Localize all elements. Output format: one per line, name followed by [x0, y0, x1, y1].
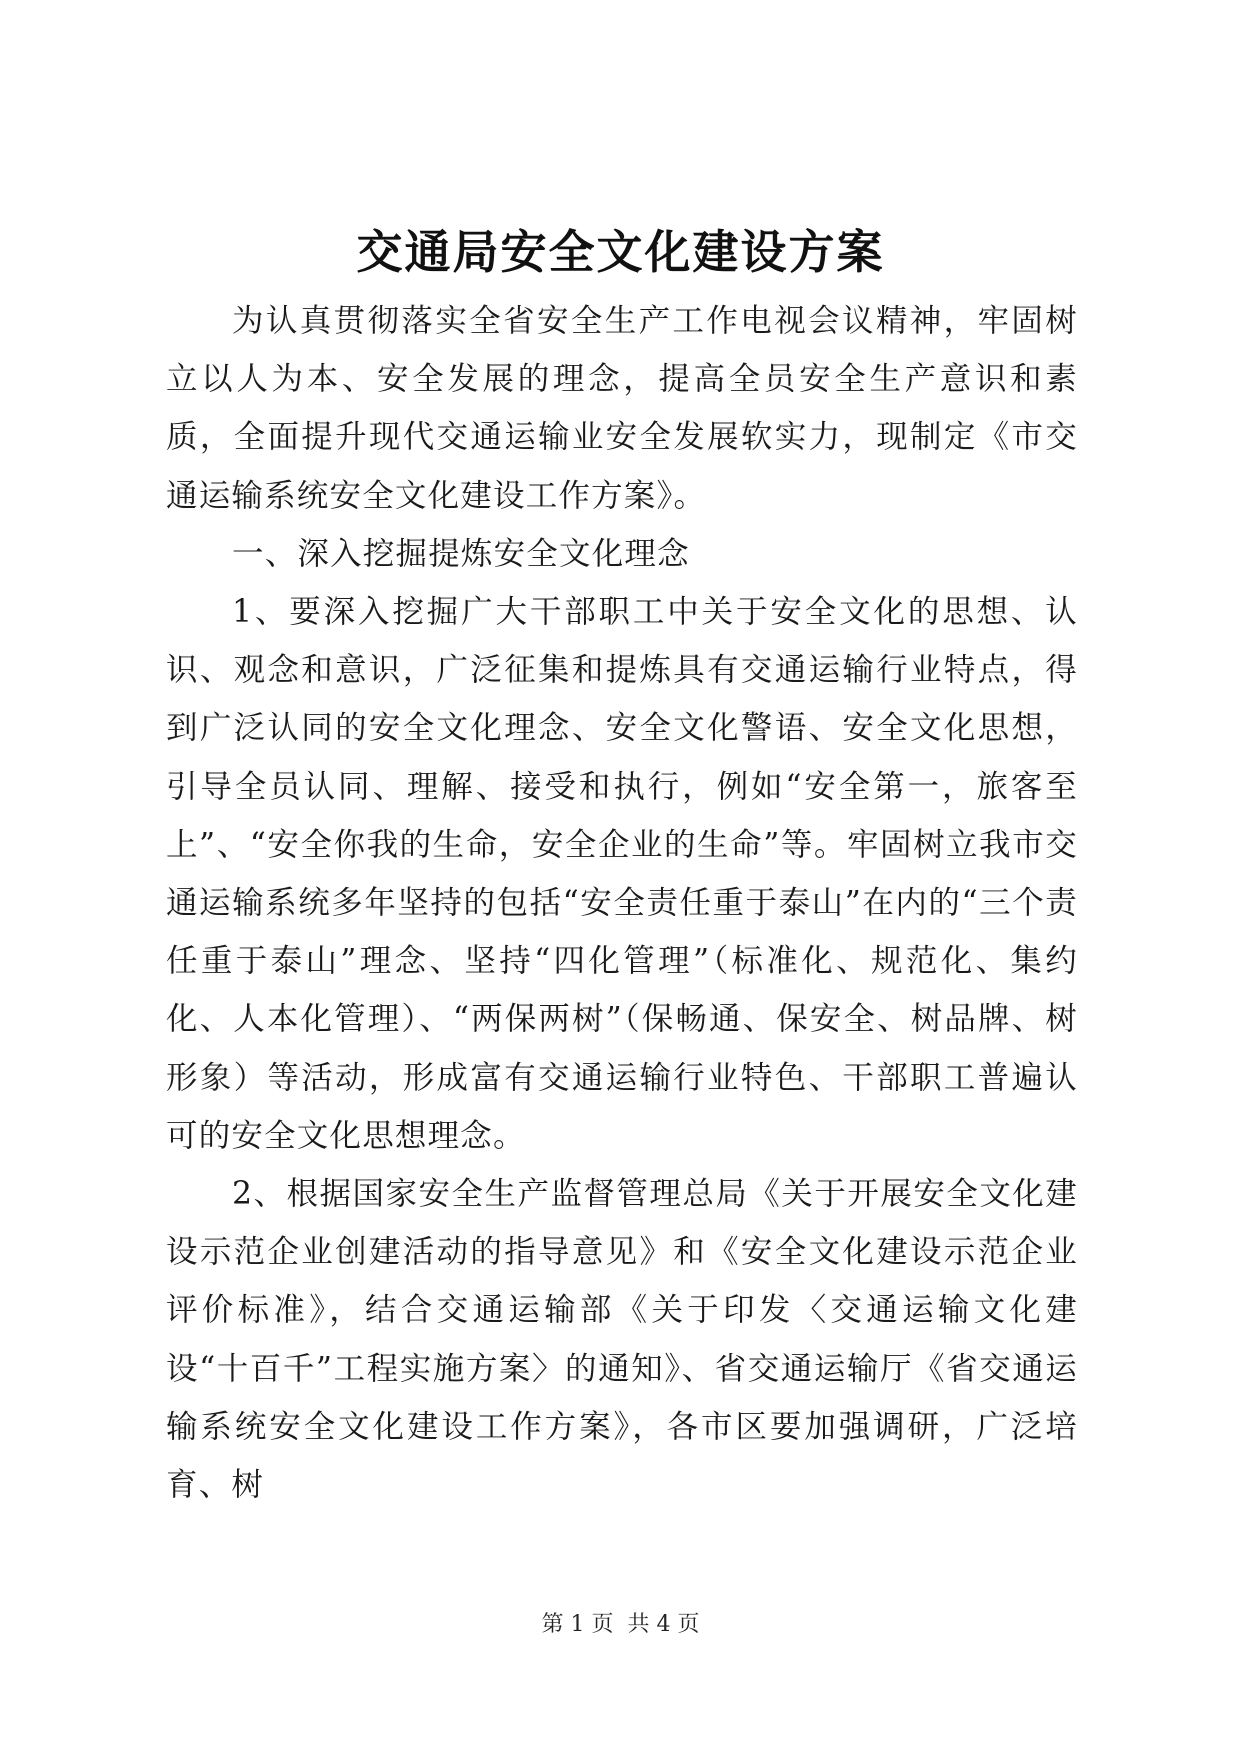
paragraph-item-2: 2、根据国家安全生产监督管理总局《关于开展安全文化建设示范企业创建活动的指导意见》和《安全文化建设示范企业评价标准》，结合交通运输部《关于印发〈交通运输文化建设“十百千”工程实施方案〉的通知》、省交通运输厅《省交通运输系统安全文化建设工作方案》，各市区要加强调研，广泛培育、树	[166, 1176, 1078, 1504]
document-body	[166, 292, 1078, 1514]
section-heading-1: 一、深入挖掘提炼安全文化理念	[232, 535, 690, 572]
page-footer: 第 1 页 共 4 页	[541, 1612, 700, 1637]
paragraph-item-1: 1、要深入挖掘广大干部职工中关于安全文化的思想、认识、观念和意识，广泛征集和提炼具有交通运输行业特点，得到广泛认同的安全文化理念、安全文化警语、安全文化思想，引导全员认同、理解、接受和执行，例如“安全第一，旅客至上”、“安全你我的生命，安全企业的生命”等。牢固树立我市交通运输系统多年坚持的包括“安全责任重于泰山”在内的“三个责任重于泰山”理念、坚持“四化管理”（标准化、规范化、集约化、人本化管理）、“两保两树”（保畅通、保安全、树品牌、树形象）等活动，形成富有交通运输行业特色、干部职工普遍认可的安全文化思想理念。	[166, 594, 1078, 1154]
paragraph-intro: 为认真贯彻落实全省安全生产工作电视会议精神，牢固树立以人为本、安全发展的理念，提高全员安全生产意识和素质，全面提升现代交通运输业安全发展软实力，现制定《市交通运输系统安全文化建设工作方案》。	[166, 303, 1078, 514]
document-title: 交通局安全文化建设方案	[356, 225, 885, 279]
